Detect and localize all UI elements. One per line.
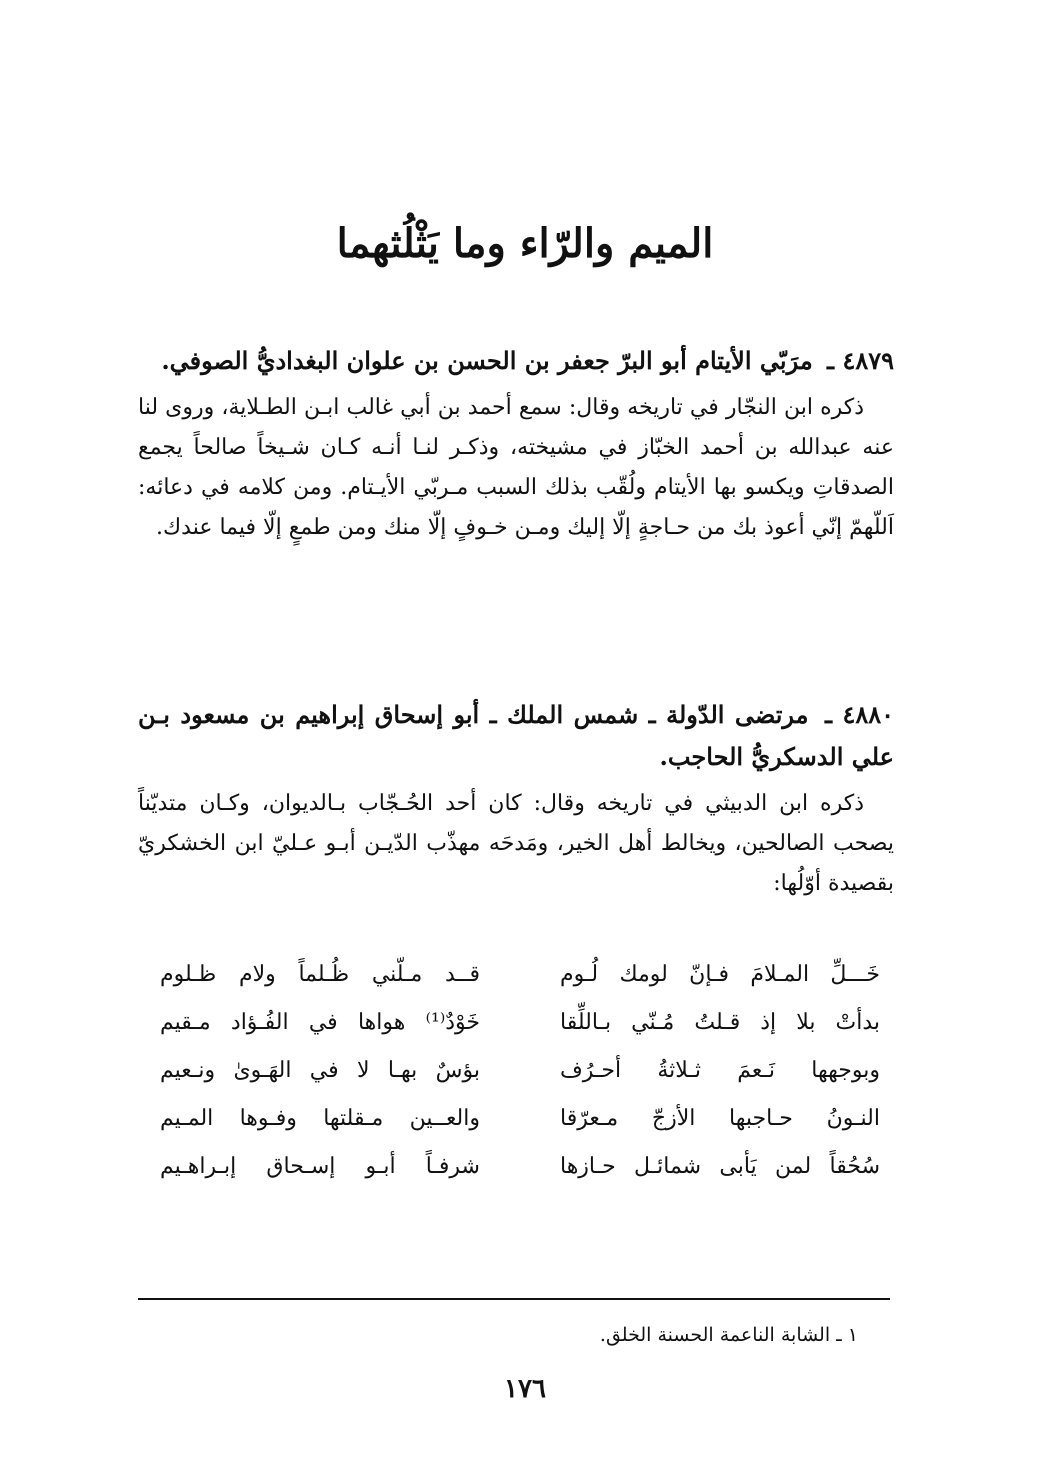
poem-verse — [160, 1094, 880, 1142]
poem — [160, 950, 880, 1190]
entry-heading-text: مرَبّي الأيتام أبو البرّ جعفر بن الحسن بن علوان البغداديُّ الصوفي. — [161, 346, 813, 375]
entry-heading — [138, 694, 894, 778]
verse-second-hemistich: شرفـاً أبـو إسـحاق إبـراهـيم — [160, 1153, 480, 1179]
entry-body: ذكره ابن النجّار في تاريخه وقال: سمع أحمد بن أبي غالب ابـن الطـلاية، وروى لنا عنه عبدالله بن أحمد الخبّاز في مشيخته، وذكـر لنـا أنـه كـان شـيخاً صالحاً يجمع الصدقاتِ ويكسو بها الأيتام ولُقّب بذلك السبب مـربّي الأيـتام. ومن كلامه في دعائه: اَللّهمّ إنّي أعوذ بك من حـاجةٍ إلّا إليك ومـن خـوفٍ إلّا منك ومن طمعٍ إلّا فيما عندك. — [138, 395, 894, 540]
entry-heading-text: مرتضى الدّولة ـ شمس الملك ـ أبو إسحاق إبراهيم بن مسعود بـن علي الدسكريُّ الحاجب. — [138, 700, 894, 771]
verse-first-hemistich: بدأتْ بلا إذ قـلتُ مُـنّي بـاللِّقا — [560, 1009, 880, 1035]
poem-verse — [160, 998, 880, 1046]
verse-first-hemistich: وبوجهها نَـعمَ ثـلاثةُ أحـرُف — [560, 1057, 880, 1083]
verse-second-hemistich: والعــين مـقلتها وفـوها المـيم — [160, 1105, 480, 1131]
biography-entry — [138, 694, 894, 904]
poem-verse — [160, 1046, 880, 1094]
verse-first-hemistich: خَـــلِّ المـلامَ فـإنّ لومك لُـوم — [560, 961, 880, 987]
poem-verse — [160, 1142, 880, 1190]
chapter-title: الميم والرّاء وما يَثْلُثهما — [336, 220, 714, 267]
biography-entry — [138, 340, 894, 548]
poem-verse — [160, 950, 880, 998]
verse-first-hemistich: النـونُ حـاجبها الأزجّ مـعرّقا — [560, 1105, 880, 1131]
verse-second-hemistich: خَوْدٌ⁽¹⁾ هواها في الفُـؤاد مـقيم — [160, 1009, 480, 1035]
entry-heading — [138, 340, 894, 382]
entry-number: ٤٨٧٩ ـ — [827, 346, 894, 375]
page-number: ١٧٦ — [504, 1374, 546, 1404]
verse-second-hemistich: بؤسٌ بهـا لا في الهَـوىٰ ونـعيم — [160, 1057, 480, 1083]
verse-first-hemistich: سُحُقاً لمن يَأبى شمائـل حـازها — [560, 1153, 880, 1179]
entry-body: ذكره ابن الدبيثي في تاريخه وقال: كان أحد الحُـجّاب بـالديوان، وكـان متديّناً يصحب الصالحين، ويخالط أهل الخير، ومَدحَه مهذّب الدّيـن أبـو عـليّ ابن الخشكريّ بقصيدة أوّلُها: — [138, 791, 894, 896]
footnote-divider — [138, 1298, 890, 1300]
verse-second-hemistich: قــد مـلّني ظُـلماً ولام ظـلوم — [160, 961, 480, 987]
entry-number: ٤٨٨٠ ـ — [824, 700, 894, 729]
footnote: ١ ـ الشابة الناعمة الحسنة الخلق. — [599, 1324, 858, 1346]
